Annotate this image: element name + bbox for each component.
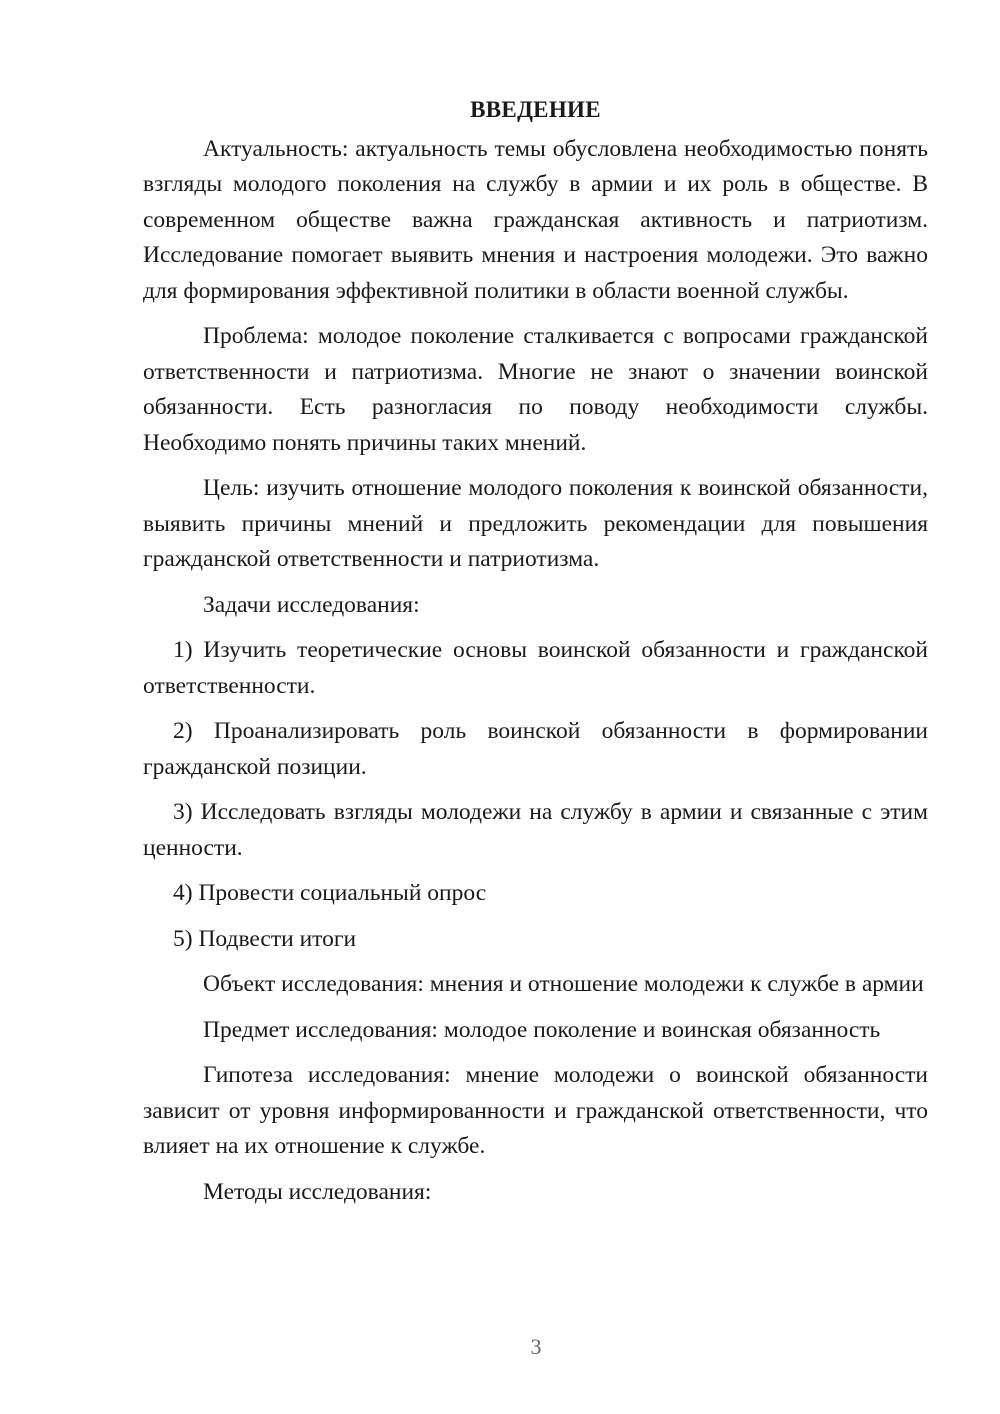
- paragraph-methods: Методы исследования:: [203, 1178, 432, 1205]
- paragraph-subject: Предмет исследования: молодое поколение и воинская обязанность: [203, 1016, 881, 1043]
- paragraph-problem: Проблема: молодое поколение сталкивается с вопросами гражданской ответственности и патриотизма. Многие не знают о значении воинской обязанности. Есть разногласия по поводу необходимости службы. Необходимо понять причины таких мнений.: [143, 323, 928, 456]
- task-item-2: 2) Проанализировать роль воинской обязанности в формировании гражданской позиции.: [143, 718, 928, 780]
- task-item-3: 3) Исследовать взгляды молодежи на службу в армии и связанные с этим ценности.: [143, 799, 928, 861]
- paragraph-hypothesis: Гипотеза исследования: мнение молодежи о воинской обязанности зависит от уровня информированности и гражданской ответственности, что влияет на их отношение к службе.: [143, 1062, 928, 1159]
- paragraph-object: Объект исследования: мнения и отношение молодежи к службе в армии: [203, 971, 924, 997]
- paragraph-tasks-heading: Задачи исследования:: [203, 591, 420, 618]
- paragraph-goal: Цель: изучить отношение молодого поколения к воинской обязанности, выявить причины мнений и предложить рекомендации для повышения гражданской ответственности и патриотизма.: [143, 475, 928, 572]
- paragraph-relevance: Актуальность: актуальность темы обусловлена необходимостью понять взгляды молодого поколения на службу в армии и их роль в обществе. В современном обществе важна гражданская активность и патриотизм. Исследование помогает выявить мнения и настроения молодежи. Это важно для формирования эффективной политики в области военной службы.: [143, 135, 928, 304]
- task-item-5: 5) Подвести итоги: [173, 925, 357, 952]
- page-number: 3: [530, 1334, 542, 1359]
- section-title: ВВЕДЕНИЕ: [470, 97, 601, 122]
- task-item-4: 4) Провести социальный опрос: [173, 880, 487, 906]
- page-content: [143, 92, 928, 1210]
- task-item-1: 1) Изучить теоретические основы воинской обязанности и гражданской ответственности.: [143, 637, 928, 699]
